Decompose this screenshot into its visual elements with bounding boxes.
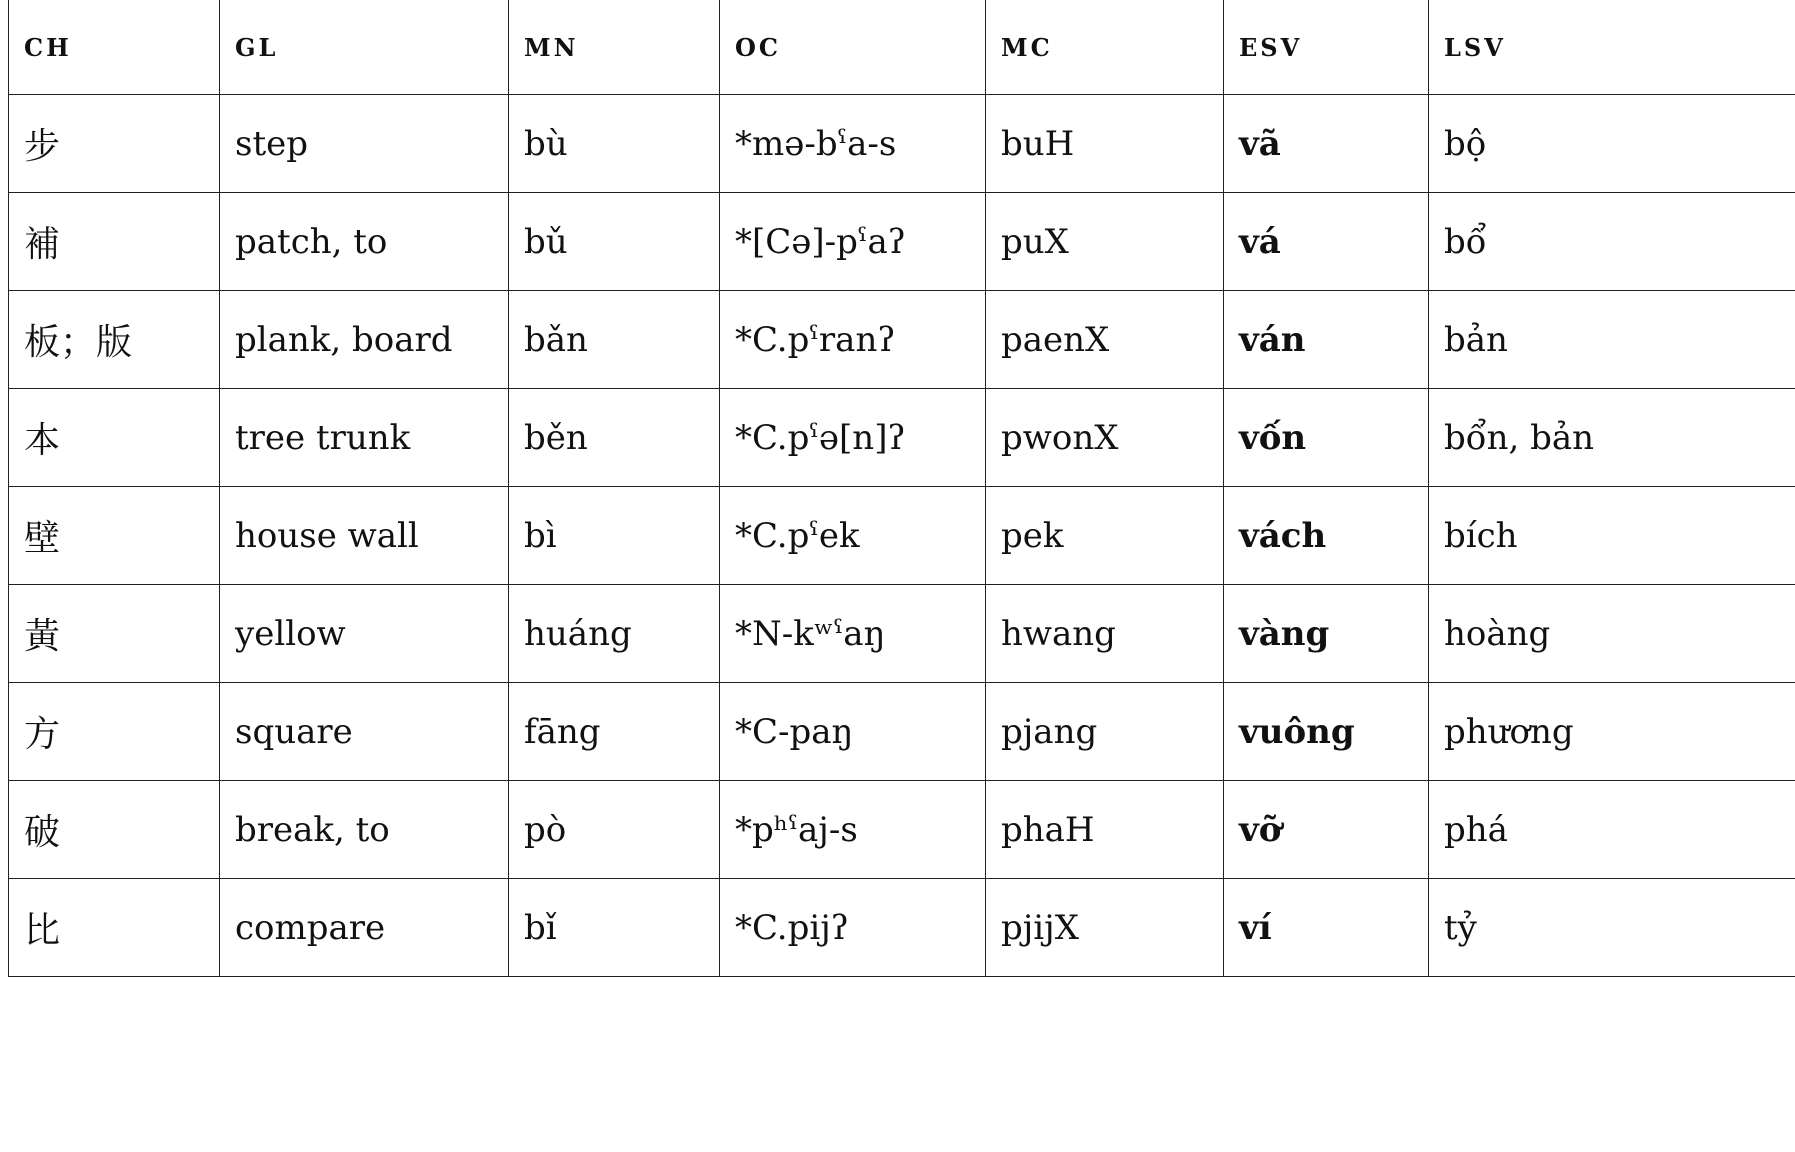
- cell-lsv: bích: [1429, 487, 1795, 585]
- cell-oc: *C.pˤə[n]ʔ: [720, 389, 986, 487]
- cell-esv: ví: [1224, 879, 1429, 977]
- cell-oc: *N-kʷˤaŋ: [720, 585, 986, 683]
- cell-esv: vách: [1224, 487, 1429, 585]
- cell-oc: *mə-bˤa-s: [720, 95, 986, 193]
- cell-mc: hwang: [986, 585, 1224, 683]
- cell-esv: ván: [1224, 291, 1429, 389]
- cell-gl: square: [220, 683, 509, 781]
- table-row: [9, 879, 1795, 977]
- cell-esv: vốn: [1224, 389, 1429, 487]
- etymology-table: [8, 0, 1795, 977]
- table-row: [9, 683, 1795, 781]
- cell-mn: bǎn: [509, 291, 720, 389]
- header-mn: MN: [509, 0, 720, 95]
- cell-lsv: bổ: [1429, 193, 1795, 291]
- table-row: [9, 781, 1795, 879]
- table-row: [9, 193, 1795, 291]
- cell-ch: 比: [9, 879, 220, 977]
- cell-mn: bì: [509, 487, 720, 585]
- cell-mc: pwonX: [986, 389, 1224, 487]
- cell-lsv: phương: [1429, 683, 1795, 781]
- cell-mn: bǐ: [509, 879, 720, 977]
- cell-ch: 板；版: [9, 291, 220, 389]
- cell-gl: break, to: [220, 781, 509, 879]
- cell-lsv: tỷ: [1429, 879, 1795, 977]
- cell-mn: pò: [509, 781, 720, 879]
- table-container: [8, 0, 1795, 977]
- cell-esv: vã: [1224, 95, 1429, 193]
- cell-lsv: phá: [1429, 781, 1795, 879]
- cell-oc: *C.pˤek: [720, 487, 986, 585]
- cell-oc: *C.pijʔ: [720, 879, 986, 977]
- cell-gl: compare: [220, 879, 509, 977]
- cell-gl: house wall: [220, 487, 509, 585]
- cell-oc: *C-paŋ: [720, 683, 986, 781]
- header-esv: ESV: [1224, 0, 1429, 95]
- cell-mc: buH: [986, 95, 1224, 193]
- header-lsv: LSV: [1429, 0, 1795, 95]
- cell-mn: bǔ: [509, 193, 720, 291]
- cell-mc: pjijX: [986, 879, 1224, 977]
- cell-ch: 壁: [9, 487, 220, 585]
- cell-esv: vuông: [1224, 683, 1429, 781]
- cell-gl: yellow: [220, 585, 509, 683]
- header-oc: OC: [720, 0, 986, 95]
- cell-gl: step: [220, 95, 509, 193]
- cell-mn: bù: [509, 95, 720, 193]
- cell-oc: *[Cə]-pˤaʔ: [720, 193, 986, 291]
- cell-lsv: bổn, bản: [1429, 389, 1795, 487]
- table-row: [9, 487, 1795, 585]
- cell-mc: phaH: [986, 781, 1224, 879]
- header-row: [9, 0, 1795, 95]
- header-gl: GL: [220, 0, 509, 95]
- cell-ch: 破: [9, 781, 220, 879]
- cell-gl: plank, board: [220, 291, 509, 389]
- cell-oc: *pʰˤaj-s: [720, 781, 986, 879]
- table-row: [9, 291, 1795, 389]
- cell-mc: puX: [986, 193, 1224, 291]
- cell-lsv: bộ: [1429, 95, 1795, 193]
- header-ch: CH: [9, 0, 220, 95]
- cell-mn: huáng: [509, 585, 720, 683]
- cell-lsv: hoàng: [1429, 585, 1795, 683]
- cell-mc: pek: [986, 487, 1224, 585]
- cell-oc: *C.pˤranʔ: [720, 291, 986, 389]
- cell-lsv: bản: [1429, 291, 1795, 389]
- cell-ch: 步: [9, 95, 220, 193]
- cell-mc: paenX: [986, 291, 1224, 389]
- table-row: [9, 389, 1795, 487]
- cell-mn: běn: [509, 389, 720, 487]
- cell-esv: vá: [1224, 193, 1429, 291]
- table-row: [9, 585, 1795, 683]
- cell-esv: vàng: [1224, 585, 1429, 683]
- cell-ch: 本: [9, 389, 220, 487]
- cell-ch: 補: [9, 193, 220, 291]
- header-mc: MC: [986, 0, 1224, 95]
- cell-mc: pjang: [986, 683, 1224, 781]
- table-row: [9, 95, 1795, 193]
- cell-mn: fāng: [509, 683, 720, 781]
- cell-ch: 方: [9, 683, 220, 781]
- cell-gl: patch, to: [220, 193, 509, 291]
- cell-ch: 黃: [9, 585, 220, 683]
- cell-gl: tree trunk: [220, 389, 509, 487]
- cell-esv: vỡ: [1224, 781, 1429, 879]
